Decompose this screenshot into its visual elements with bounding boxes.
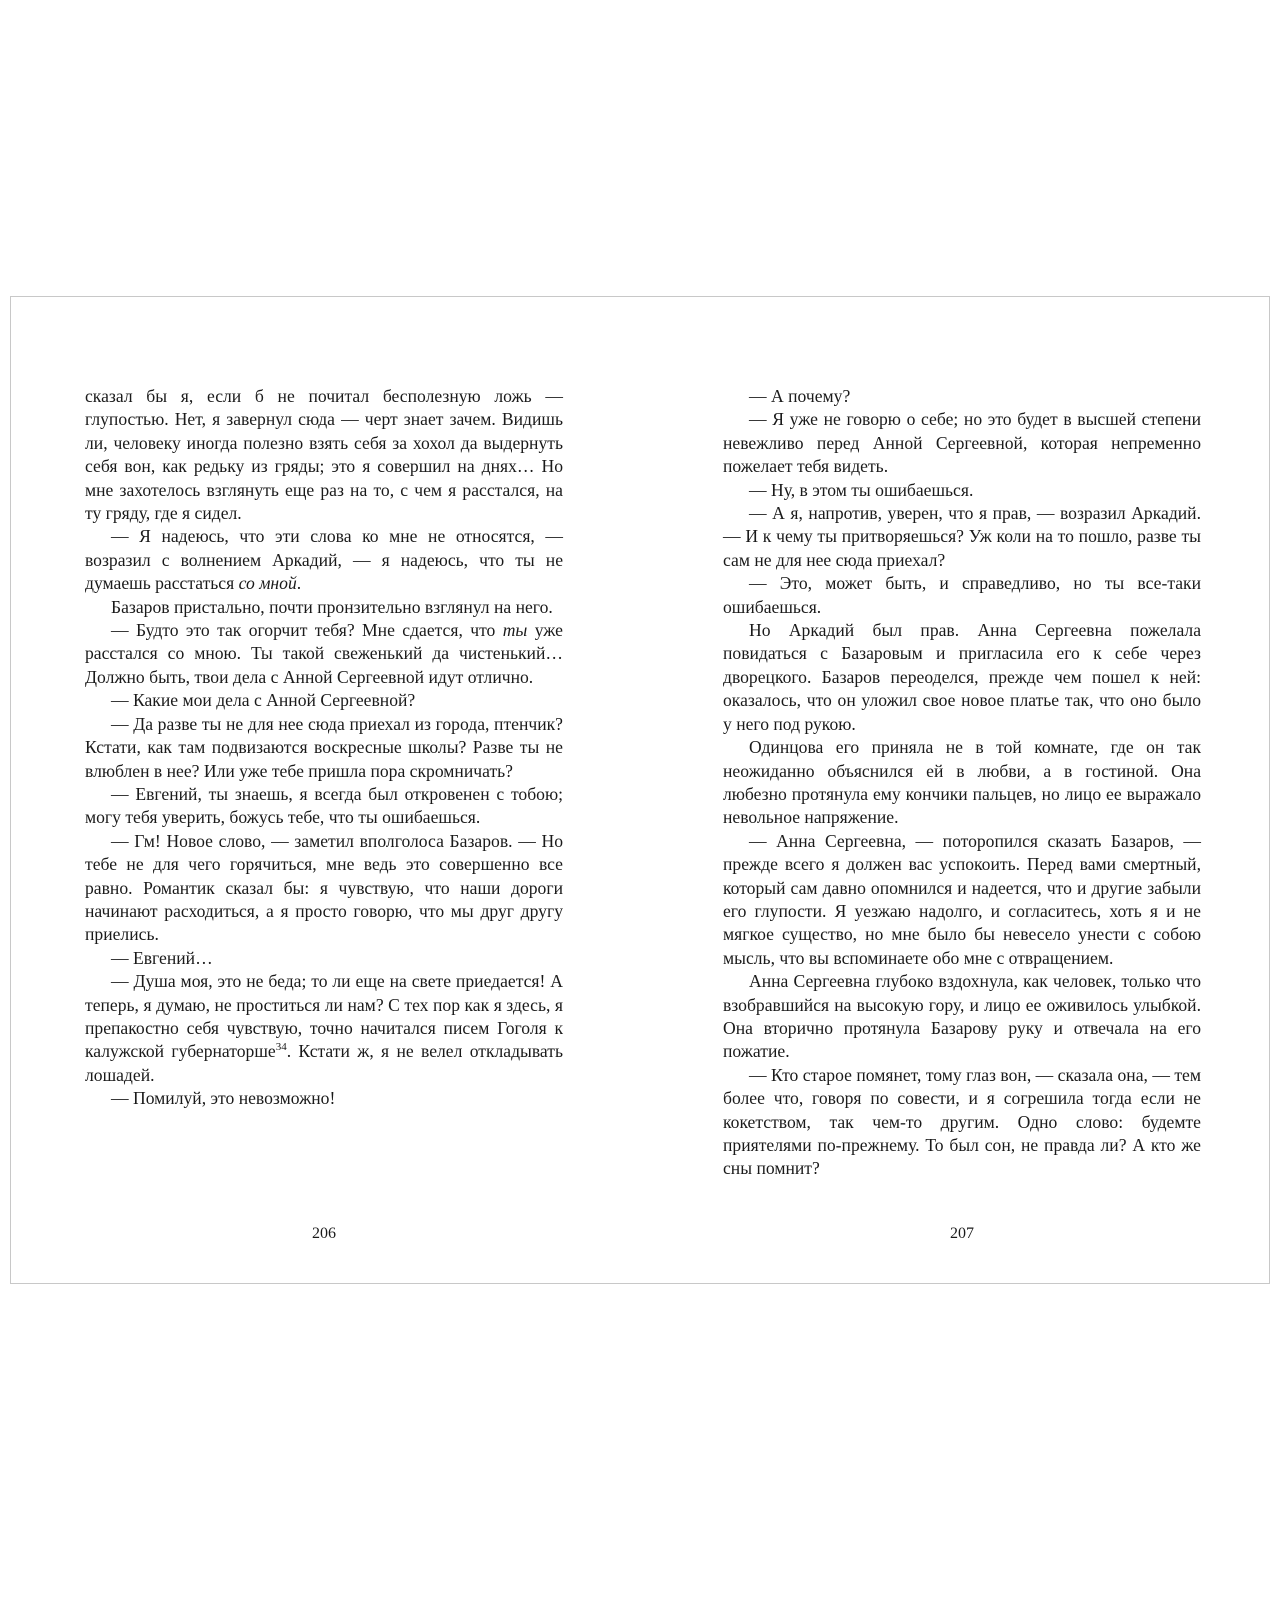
italic-text: со мной	[238, 573, 297, 594]
paragraph: Анна Сергеевна глубоко вздохнула, как человек, только что взобравшийся на высокую гору, и лицо ее оживилось улыбкой. Она вторично протянула Базарову руку и отвечала на его пожатие.	[723, 971, 1201, 1062]
paragraph: сказал бы я, если б не почитал бесполезную ложь — глупостью. Нет, я завернул сюда — черт знает зачем. Видишь ли, человеку иногда полезно взять себя за хохол да выдернуть себя вон, как редьку из гряды; это я совершил на днях… Но мне захотелось взглянуть еще раз на то, с чем я расстался, на ту гряду, где я сидел.	[85, 386, 563, 524]
paragraph: — Я надеюсь, что эти слова ко мне не относятся, — возразил с волнением Аркадий, — я надеюсь, что ты не думаешь расстаться со мной.	[85, 526, 563, 594]
paragraph: — Да разве ты не для нее сюда приехал из города, птенчик? Кстати, как там подвизаются воскресные школы? Разве ты не влюблен в нее? Или уже тебе пришла пора скромничать?	[85, 713, 563, 781]
paragraph: Базаров пристально, почти пронзительно взглянул на него.	[111, 596, 553, 617]
right-page-text	[723, 385, 1201, 1275]
paragraph: — А почему?	[749, 386, 851, 406]
paragraph: — Евгений…	[111, 947, 213, 968]
paragraph: — Это, может быть, и справедливо, но ты все-таки ошибаешься.	[723, 573, 1201, 617]
paragraph: — Кто старое помянет, тому глаз вон, — сказала она, — тем более что, говоря по совести, и я согрешила тогда если не кокетством, так чем-то другим. Одно слово: будемте приятелями по-прежнему. То был сон, не правда ли? А кто же сны помнит?	[723, 1064, 1201, 1179]
paragraph: — Помилуй, это невозможно!	[111, 1088, 336, 1109]
paragraph: — Какие мои дела с Анной Сергеевной?	[111, 690, 416, 711]
page-number-left: 206	[312, 1225, 336, 1242]
paragraph: — Анна Сергеевна, — поторопился сказать Базаров, — прежде всего я должен вас успокоить. Перед вами смертный, который сам давно опомнился и надеется, что и другие забыли его глупости. Я уезжаю надолго, и согласитесь, хоть я и не мягкое существо, но мне было бы невесело унести с собою мысль, что вы вспоминаете обо мне с отвращением.	[723, 830, 1201, 968]
paragraph: — А я, напротив, уверен, что я прав, — возразил Аркадий. — И к чему ты притворяешься? Уж коли на то пошло, разве ты сам не для нее сюда приехал?	[723, 503, 1201, 570]
italic-text: ты	[502, 620, 528, 641]
page-number-right: 207	[950, 1225, 974, 1242]
paragraph: — Гм! Новое слово, — заметил вполголоса Базаров. — Но тебе не для чего горячиться, мне ведь это совершенно все равно. Романтик сказал бы: я чувствую, что наши дороги начинают расходиться, а я просто говорю, что мы друг другу приелись.	[85, 830, 563, 945]
paragraph: — Душа моя, это не беда; то ли еще на свете приедается! А теперь, я думаю, не проститься ли нам? С тех пор как я здесь, я препакостно себя чувствую, точно начитался писем Гоголя к калужской губернаторше$^{34}$. Кстати ж, я не велел откладывать лошадей.	[85, 971, 563, 1085]
paragraph: — Будто это так огорчит тебя? Мне сдается, что ты уже расстался со мною. Ты такой свеженький да чистенький… Должно быть, твои дела с Анной Сергеевной идут отлично.	[85, 620, 563, 687]
paragraph: — Ну, в этом ты ошибаешься.	[749, 479, 974, 500]
paragraph: Одинцова его приняла не в той комнате, где он так неожиданно объяснился ей в любви, а в гостиной. Она любезно протянула ему кончики пальцев, но лицо ее выражало невольное напряжение.	[723, 737, 1201, 828]
paragraph: — Евгений, ты знаешь, я всегда был откровенен с тобою; могу тебя уверить, божусь тебе, что ты ошибаешься.	[85, 783, 563, 828]
paragraph: — Я уже не говорю о себе; но это будет в высшей степени невежливо перед Анной Сергеевной, которая непременно пожелает тебя видеть.	[723, 409, 1201, 477]
left-page-text	[85, 385, 563, 1275]
footnote-marker: 34	[275, 1041, 287, 1054]
paragraph: Но Аркадий был прав. Анна Сергеевна пожелала повидаться с Базаровым и пригласила его к себе через дворецкого. Базаров переоделся, прежде чем пошел к ней: оказалось, что он уложил свое новое платье так, что оно было у него под рукою.	[723, 620, 1201, 734]
book-spread	[10, 296, 1270, 1284]
